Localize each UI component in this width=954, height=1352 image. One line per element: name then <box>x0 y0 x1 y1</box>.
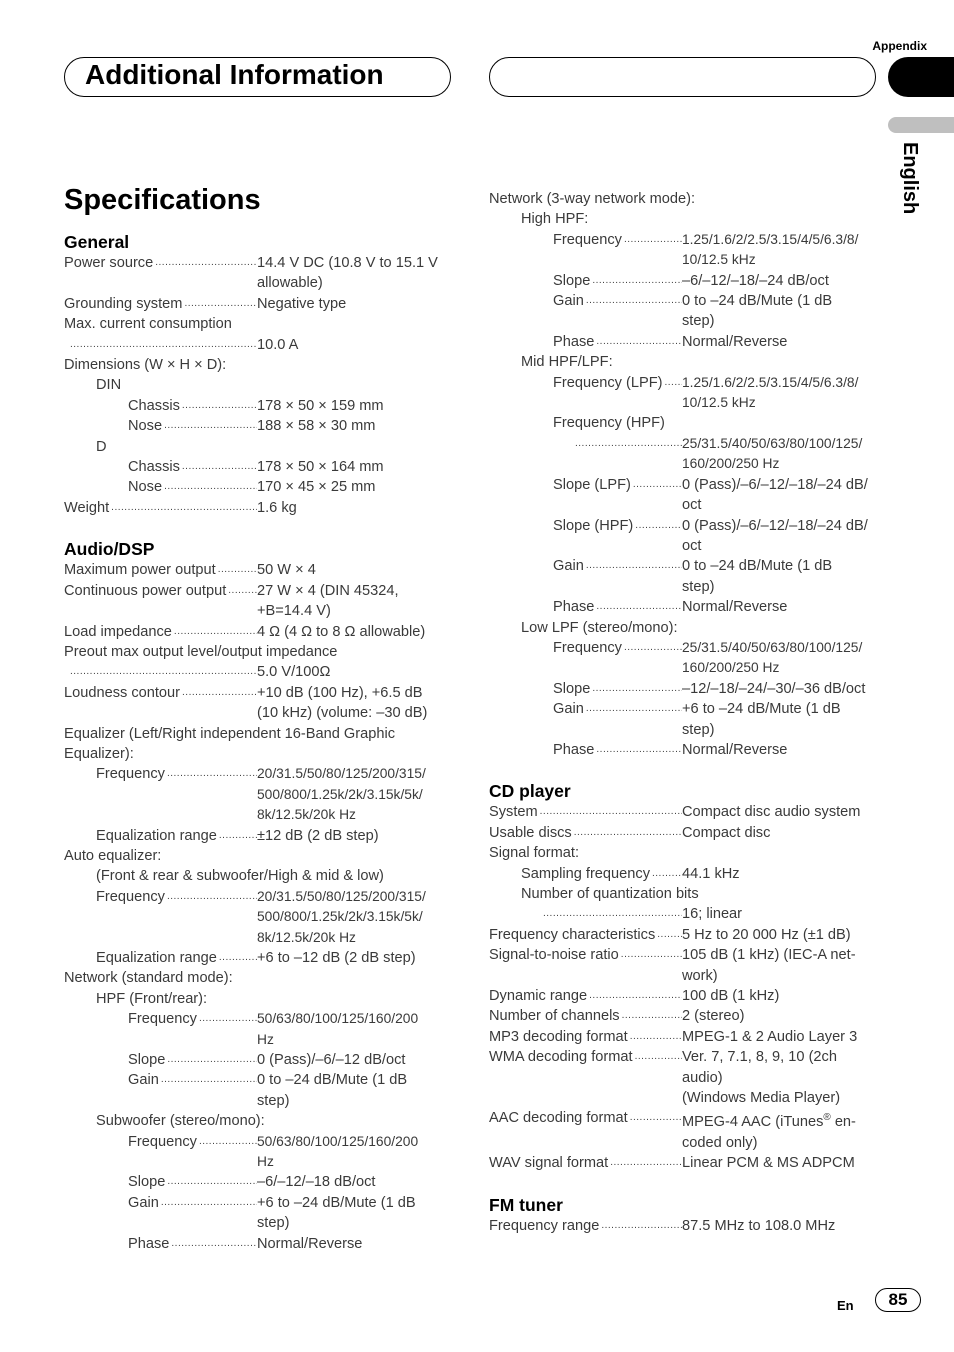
spec-row <box>489 699 879 740</box>
header-title: Additional Information <box>85 59 384 90</box>
spec-key: Load impedance <box>64 623 172 640</box>
leader-dots <box>197 1009 257 1029</box>
spec-row <box>64 335 444 355</box>
spec-sublabel: Frequency (HPF) <box>553 415 665 432</box>
spec-key: Gain <box>128 1194 159 1211</box>
spec-value: 1.25/1.6/2/2.5/3.15/4/5/6.3/8/ 10/12.5 kHz <box>682 231 859 268</box>
spec-key: Frequency range <box>489 1217 600 1234</box>
leader-dots <box>594 740 682 760</box>
spec-key: Phase <box>553 741 595 758</box>
spec-key: Nose <box>128 418 163 435</box>
spec-row <box>489 1006 879 1026</box>
spec-value: Normal/Reverse <box>682 333 788 350</box>
spec-key: Usable discs <box>489 824 572 841</box>
spec-key: Gain <box>553 558 584 575</box>
spec-row <box>489 945 879 986</box>
spec-value: 1.6 kg <box>257 499 297 516</box>
spec-key: Slope <box>128 1052 166 1069</box>
section-general-heading: General <box>64 232 130 252</box>
spec-row <box>64 826 444 846</box>
section-tab-marker <box>888 57 954 97</box>
spec-row <box>489 638 879 679</box>
spec-value: 4 Ω (4 Ω to 8 Ω allowable) <box>257 623 426 640</box>
leader-dots <box>584 291 682 311</box>
leader-dots <box>572 823 682 843</box>
spec-row <box>489 986 879 1006</box>
leader-dots <box>172 622 257 642</box>
section-audio-heading: Audio/DSP <box>64 539 155 560</box>
spec-sublabel: DIN <box>96 377 122 394</box>
spec-row <box>489 925 879 945</box>
spec-value: 20/31.5/50/80/125/200/315/ 500/800/1.25k/2k/3.15k/5k/ 8k/12.5k/20k Hz <box>257 766 426 823</box>
spec-row <box>489 740 879 760</box>
spec-key: Frequency <box>128 1133 197 1150</box>
header-pill-right <box>489 57 876 97</box>
leader-dots <box>64 662 257 682</box>
spec-label: Auto equalizer: <box>64 847 162 864</box>
spec-row <box>64 948 444 968</box>
spec-key: Slope (HPF) <box>553 517 634 534</box>
spec-key: Gain <box>128 1072 159 1089</box>
spec-value: 14.4 V DC (10.8 V to 15.1 V allowable) <box>257 255 438 292</box>
spec-value: 10.0 A <box>257 336 299 353</box>
spec-sublabel: High HPF: <box>521 211 589 228</box>
spec-key: Phase <box>128 1235 170 1252</box>
spec-row <box>489 475 879 516</box>
spec-value: 20/31.5/50/80/125/200/315/ 500/800/1.25k/2k/3.15k/5k/ 8k/12.5k/20k Hz <box>257 888 426 945</box>
leader-dots <box>573 434 682 454</box>
spec-value: 188 × 58 × 30 mm <box>257 418 376 435</box>
spec-key: Frequency <box>128 1011 197 1028</box>
spec-value: 25/31.5/40/50/63/80/100/125/ 160/200/250 Hz <box>682 435 863 472</box>
spec-row <box>489 1153 879 1173</box>
spec-row <box>64 1050 444 1070</box>
spec-row <box>64 457 444 477</box>
spec-row <box>64 416 444 436</box>
spec-value: –6/–12/–18/–24 dB/oct <box>682 272 829 289</box>
spec-label: Equalizer (Left/Right independent 16-Band Graphic Equalizer): <box>64 725 396 762</box>
spec-key: Equalization range <box>96 950 217 966</box>
spec-value: 27 W × 4 (DIN 45324, +B=14.4 V) <box>257 582 399 620</box>
spec-row <box>489 802 879 822</box>
spec-key: System <box>489 804 538 821</box>
spec-row <box>489 230 879 271</box>
spec-value: Normal/Reverse <box>257 1235 363 1252</box>
leader-dots <box>165 887 257 907</box>
leader-dots <box>608 1153 682 1173</box>
leader-dots <box>165 764 257 784</box>
leader-dots <box>628 1108 682 1128</box>
spec-row <box>64 1193 444 1234</box>
spec-value: 100 dB (1 kHz) <box>682 988 780 1005</box>
section-cd-heading: CD player <box>489 781 571 802</box>
spec-value: 0 to –24 dB/Mute (1 dB step) <box>257 1072 408 1109</box>
registered-mark: ® <box>823 1112 831 1124</box>
spec-key: Slope (LPF) <box>553 476 631 493</box>
spec-value: 50 W × 4 <box>257 562 316 579</box>
leader-dots <box>599 1216 682 1236</box>
footer-language: En <box>837 1298 854 1313</box>
leader-dots <box>162 477 257 497</box>
spec-row <box>489 1027 879 1047</box>
spec-key: AAC decoding format <box>489 1110 628 1127</box>
spec-value <box>682 1108 879 1153</box>
spec-key: MP3 decoding format <box>489 1028 628 1045</box>
spec-row <box>64 581 444 622</box>
spec-row <box>489 291 879 332</box>
spec-row <box>64 477 444 497</box>
spec-key: Maximum power output <box>64 562 216 579</box>
spec-row <box>489 904 879 924</box>
language-label: English <box>899 142 921 215</box>
spec-label: Network (3-way network mode): <box>489 191 695 207</box>
spec-sublabel: (Front & rear & subwoofer/High & mid & low) <box>96 868 384 885</box>
leader-dots <box>159 1070 257 1090</box>
spec-row <box>64 1172 444 1192</box>
spec-key: Power source <box>64 255 154 271</box>
page-number: 85 <box>875 1288 921 1312</box>
spec-value: –6/–12/–18 dB/oct <box>257 1174 376 1191</box>
spec-value: 44.1 kHz <box>682 865 740 882</box>
spec-value: 2 (stereo) <box>682 1008 745 1025</box>
spec-sublabel: HPF (Front/rear): <box>96 990 208 1007</box>
spec-label: Network (standard mode): <box>64 970 233 987</box>
spec-value-part: en- coded only) <box>682 1114 856 1151</box>
language-tab-marker <box>888 117 954 133</box>
spec-key: Slope <box>128 1174 166 1191</box>
spec-row <box>64 887 444 948</box>
leader-dots <box>159 1193 257 1213</box>
leader-dots <box>655 925 682 945</box>
spec-value: Linear PCM & MS ADPCM <box>682 1155 855 1172</box>
spec-key: Frequency <box>553 639 622 656</box>
spec-key: Frequency <box>553 231 622 248</box>
spec-key: Loudness contour <box>64 684 181 701</box>
spec-sublabel: Number of quantization bits <box>521 886 699 902</box>
spec-value: –12/–18/–24/–30/–36 dB/oct <box>682 680 866 697</box>
leader-dots <box>169 1234 257 1254</box>
spec-value: 178 × 50 × 164 mm <box>257 459 384 476</box>
spec-value: Normal/Reverse <box>682 599 788 616</box>
spec-sublabel: Mid HPF/LPF: <box>521 354 613 371</box>
spec-row <box>64 1234 444 1254</box>
spec-value: 5 Hz to 20 000 Hz (±1 dB) <box>682 926 851 943</box>
leader-dots <box>109 498 257 518</box>
leader-dots <box>584 556 682 576</box>
spec-label: Signal format: <box>489 845 580 862</box>
leader-dots <box>622 638 682 658</box>
leader-dots <box>226 581 257 601</box>
spec-row <box>489 373 879 414</box>
spec-row <box>64 1132 444 1173</box>
spec-value: 178 × 50 × 159 mm <box>257 397 384 414</box>
spec-row <box>489 864 879 884</box>
spec-row <box>489 332 879 352</box>
spec-value: +6 to –12 dB (2 dB step) <box>257 950 416 966</box>
spec-value: Negative type <box>257 295 347 312</box>
spec-key: Phase <box>553 333 595 350</box>
leader-dots <box>180 396 257 416</box>
spec-value: 50/63/80/100/125/160/200 Hz <box>257 1011 419 1047</box>
leader-dots <box>584 699 682 719</box>
spec-key: Frequency characteristics <box>489 926 656 943</box>
spec-label: Preout max output level/output impedance <box>64 643 338 660</box>
spec-key: Sampling frequency <box>521 865 650 882</box>
spec-row <box>489 1047 879 1108</box>
spec-row <box>64 560 444 580</box>
leader-dots <box>165 1172 257 1192</box>
leader-dots <box>590 679 682 699</box>
spec-value: 87.5 MHz to 108.0 MHz <box>682 1217 836 1234</box>
spec-row <box>489 823 879 843</box>
leader-dots <box>538 802 682 822</box>
spec-key: Signal-to-noise ratio <box>489 947 619 964</box>
spec-value: ±12 dB (2 dB step) <box>257 827 379 844</box>
spec-value: Normal/Reverse <box>682 741 788 758</box>
spec-value: Ver. 7, 7.1, 8, 9, 10 (2ch audio) (Windows Media Player) <box>682 1049 841 1107</box>
spec-key: Weight <box>64 499 110 516</box>
leader-dots <box>622 230 682 250</box>
spec-row <box>64 253 444 294</box>
spec-row <box>489 597 879 617</box>
spec-row <box>489 679 879 699</box>
spec-row <box>64 1070 444 1111</box>
right-column <box>489 189 879 1236</box>
spec-key: Grounding system <box>64 295 183 312</box>
spec-row <box>489 556 879 597</box>
spec-value: Compact disc audio system <box>682 804 861 821</box>
spec-value: 0 to –24 dB/Mute (1 dB step) <box>682 293 833 330</box>
spec-key: Nose <box>128 479 163 496</box>
spec-row <box>64 1009 444 1050</box>
spec-key: Frequency <box>96 766 165 783</box>
spec-key: WMA decoding format <box>489 1049 633 1066</box>
appendix-label: Appendix <box>872 39 927 53</box>
spec-row <box>489 516 879 557</box>
leader-dots <box>541 904 682 924</box>
spec-sublabel: Subwoofer (stereo/mono): <box>96 1113 265 1130</box>
leader-dots <box>180 457 257 477</box>
spec-key: Frequency (LPF) <box>553 374 663 391</box>
spec-row <box>64 622 444 642</box>
leader-dots <box>153 253 257 273</box>
section-fm-heading: FM tuner <box>489 1194 563 1215</box>
leader-dots <box>180 683 257 703</box>
spec-row <box>64 662 444 682</box>
spec-key: Frequency <box>96 888 165 905</box>
spec-row <box>489 1216 879 1236</box>
leader-dots <box>590 271 682 291</box>
leader-dots <box>631 475 682 495</box>
leader-dots <box>217 948 257 968</box>
leader-dots <box>619 945 682 965</box>
spec-key: Gain <box>553 293 584 310</box>
leader-dots <box>64 335 257 355</box>
spec-row <box>489 1108 879 1153</box>
page-title: Specifications <box>64 184 261 216</box>
leader-dots <box>162 416 257 436</box>
spec-sublabel: Low LPF (stereo/mono): <box>521 619 678 636</box>
spec-value: MPEG-1 & 2 Audio Layer 3 <box>682 1028 858 1045</box>
spec-row <box>64 396 444 416</box>
spec-value: 5.0 V/100Ω <box>257 664 331 681</box>
spec-value: +6 to –24 dB/Mute (1 dB step) <box>682 701 841 738</box>
spec-row <box>64 294 444 314</box>
leader-dots <box>216 560 257 580</box>
leader-dots <box>663 373 683 393</box>
leader-dots <box>594 597 682 617</box>
leader-dots <box>633 516 682 536</box>
spec-value: Compact disc <box>682 824 771 841</box>
spec-row <box>64 498 444 518</box>
spec-key: Continuous power output <box>64 582 227 599</box>
spec-key: Dynamic range <box>489 988 588 1005</box>
spec-value: 170 × 45 × 25 mm <box>257 479 376 496</box>
spec-key: Slope <box>553 680 591 697</box>
spec-key: Gain <box>553 701 584 718</box>
leader-dots <box>165 1050 257 1070</box>
spec-value: 0 (Pass)/–6/–12 dB/oct <box>257 1052 406 1069</box>
leader-dots <box>650 864 682 884</box>
spec-value: 50/63/80/100/125/160/200 Hz <box>257 1133 419 1170</box>
spec-value: 25/31.5/40/50/63/80/100/125/ 160/200/250 Hz <box>682 639 863 676</box>
spec-value: 105 dB (1 kHz) (IEC-A net- work) <box>682 947 856 984</box>
spec-key: Phase <box>553 599 595 616</box>
leader-dots <box>633 1047 682 1067</box>
leader-dots <box>594 332 682 352</box>
spec-key: Number of channels <box>489 1008 620 1025</box>
spec-key: Chassis <box>128 397 180 414</box>
spec-key: WAV signal format <box>489 1155 609 1172</box>
spec-value: 0 to –24 dB/Mute (1 dB step) <box>682 558 833 595</box>
leader-dots <box>182 294 257 314</box>
left-column <box>64 231 444 1254</box>
leader-dots <box>620 1006 682 1026</box>
leader-dots <box>628 1027 682 1047</box>
spec-value: 0 (Pass)/–6/–12/–18/–24 dB/ oct <box>682 517 868 554</box>
spec-key: Equalization range <box>96 827 217 844</box>
spec-value: 1.25/1.6/2/2.5/3.15/4/5/6.3/8/ 10/12.5 kHz <box>682 374 859 411</box>
spec-sublabel: D <box>96 438 107 455</box>
spec-value: +10 dB (100 Hz), +6.5 dB (10 kHz) (volume: –30 dB) <box>257 684 428 722</box>
spec-row <box>489 434 879 475</box>
spec-key: Slope <box>553 272 591 289</box>
leader-dots <box>217 826 257 846</box>
spec-value: 16; linear <box>682 906 743 923</box>
leader-dots <box>587 986 682 1006</box>
spec-value-part: MPEG-4 AAC (iTunes <box>682 1114 824 1131</box>
spec-value: 0 (Pass)/–6/–12/–18/–24 dB/ oct <box>682 476 868 514</box>
spec-label: Max. current consumption <box>64 316 232 333</box>
spec-value: +6 to –24 dB/Mute (1 dB step) <box>257 1194 416 1232</box>
spec-key: Chassis <box>128 459 180 476</box>
spec-row <box>64 683 444 724</box>
spec-label: Dimensions (W × H × D): <box>64 357 227 374</box>
spec-row <box>489 271 879 291</box>
leader-dots <box>197 1132 257 1152</box>
spec-row <box>64 764 444 825</box>
